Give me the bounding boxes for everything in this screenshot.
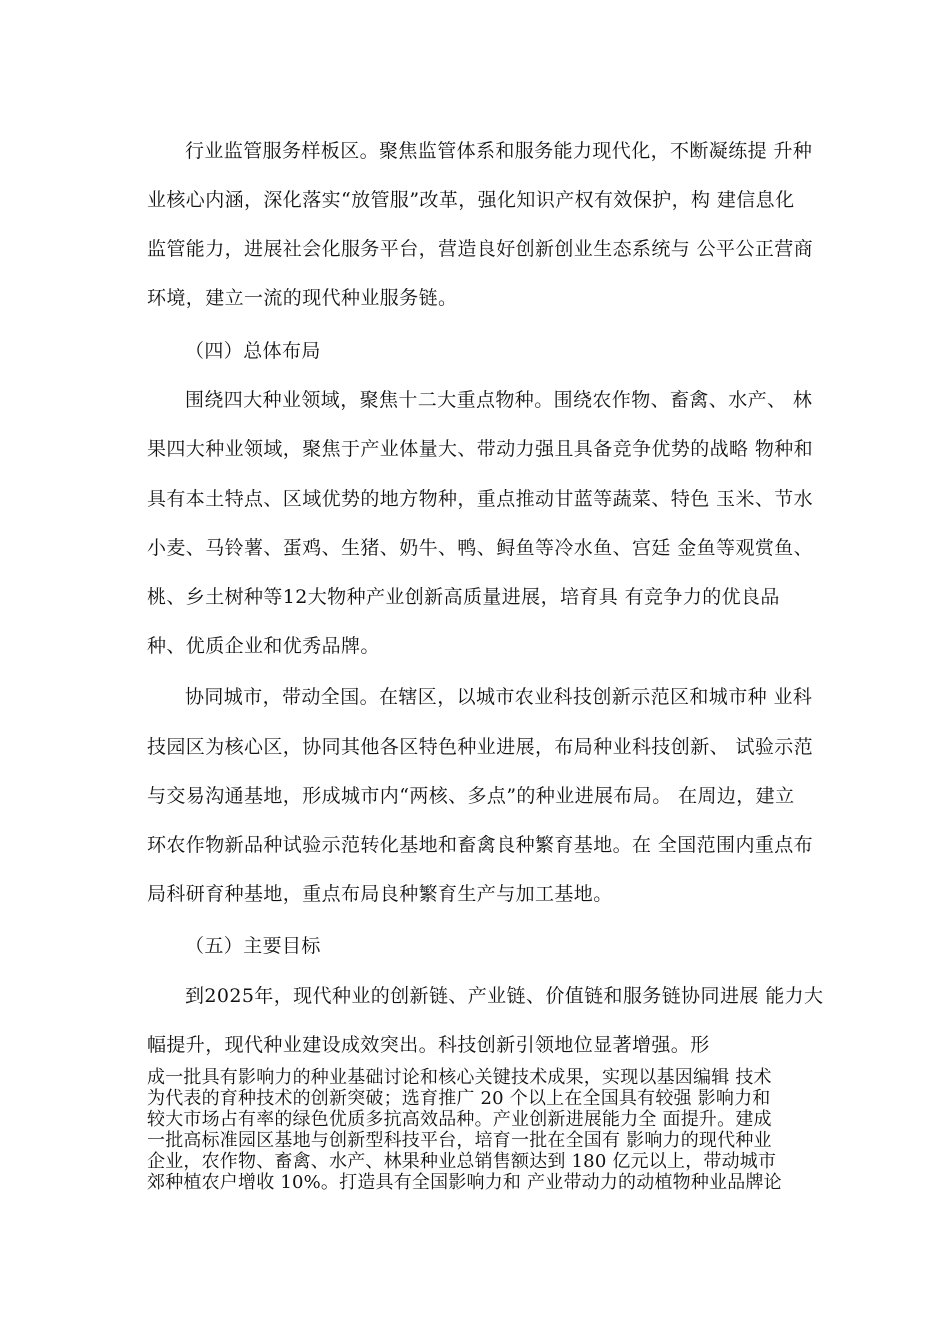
paragraph-1-line-3: 监管能力，进展社会化服务平台，营造良好创新创业生态系统与 公平公正营商 xyxy=(147,238,814,260)
paragraph-5-line-3: 较大市场占有率的绿色优质多抗高效品种。产业创新进展能力全 面提升。建成 xyxy=(147,1109,772,1130)
section-heading-4: （四）总体布局 xyxy=(185,340,321,362)
section-heading-5: （五）主要目标 xyxy=(185,935,321,957)
paragraph-2-line-3: 具有本土特点、区域优势的地方物种，重点推动甘蓝等蔬菜、特色 玉米、节水 xyxy=(147,488,814,510)
paragraph-4-line-1: 到2025年，现代种业的创新链、产业链、价值链和服务链协同进展 能力大 xyxy=(185,985,824,1007)
paragraph-2-line-2: 果四大种业领域，聚焦于产业体量大、带动力强且具备竞争优势的战略 物种和 xyxy=(147,438,814,460)
paragraph-5-line-1: 成一批具有影响力的种业基础讨论和核心关键技术成果，实现以基因编辑 技术 xyxy=(147,1067,772,1088)
paragraph-5-line-2: 为代表的育种技术的创新突破；选育推广 20 个以上在全国具有较强 影响力和 xyxy=(147,1088,771,1109)
paragraph-3-line-2: 技园区为核心区，协同其他各区特色种业进展，布局种业科技创新、 试验示范 xyxy=(147,736,814,758)
paragraph-5-line-4: 一批高标准园区基地与创新型科技平台，培育一批在全国有 影响力的现代种业 xyxy=(147,1130,772,1151)
paragraph-3-line-5: 局科研育种基地，重点布局良种繁育生产与加工基地。 xyxy=(147,883,613,905)
paragraph-2-line-6: 种、优质企业和优秀品牌。 xyxy=(147,635,380,657)
paragraph-1-line-4: 环境，建立一流的现代种业服务链。 xyxy=(147,287,458,309)
paragraph-2-line-4: 小麦、马铃薯、蛋鸡、生猪、奶牛、鸭、鲟鱼等冷水鱼、宫廷 金鱼等观赏鱼、 xyxy=(147,537,814,559)
paragraph-5-line-5: 企业，农作物、畜禽、水产、林果种业总销售额达到 180 亿元以上，带动城市 xyxy=(147,1151,777,1172)
paragraph-3-line-4: 环农作物新品种试验示范转化基地和畜禽良种繁育基地。在 全国范围内重点布 xyxy=(147,834,814,856)
paragraph-4-line-2: 幅提升，现代种业建设成效突出。科技创新引领地位显著增强。形 xyxy=(147,1034,710,1056)
paragraph-5-line-6: 郊种植农户增收 10%。打造具有全国影响力和 产业带动力的动植物种业品牌论 xyxy=(147,1172,782,1193)
paragraph-2-line-5: 桃、乡土树种等12大物种产业创新高质量进展，培育具 有竞争力的优良品 xyxy=(147,586,780,608)
paragraph-3-line-1: 协同城市，带动全国。在辖区，以城市农业科技创新示范区和城市种 业科 xyxy=(185,686,813,708)
paragraph-1-line-1: 行业监管服务样板区。聚焦监管体系和服务能力现代化，不断凝练提 升种 xyxy=(185,140,813,162)
paragraph-2-line-1: 围绕四大种业领域，聚焦十二大重点物种。围绕农作物、畜禽、水产、 林 xyxy=(185,389,813,411)
paragraph-3-line-3: 与交易沟通基地，形成城市内“两核、多点”的种业进展布局。 在周边，建立 xyxy=(147,785,795,807)
paragraph-1-line-2: 业核心内涵，深化落实“放管服”改革，强化知识产权有效保护，构 建信息化 xyxy=(147,189,795,211)
